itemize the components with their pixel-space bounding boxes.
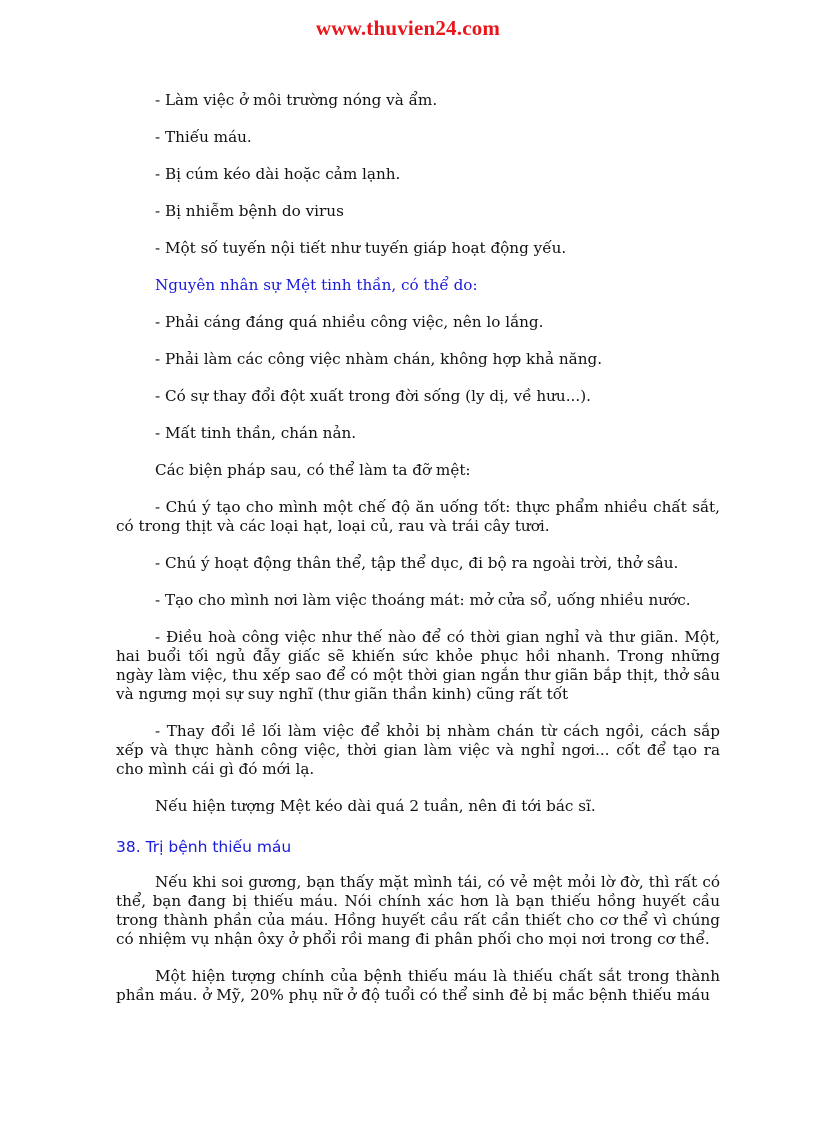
section-heading: 38. Trị bệnh thiếu máu — [116, 838, 292, 856]
paragraph: Một hiện tượng chính của bệnh thiếu máu là thiếu chất sắt trong thành phần máu. ở Mỹ, 20% phụ nữ ở độ tuổi có thể sinh đẻ bị mắc bệnh thiếu máu — [116, 967, 720, 1004]
paragraph: - Bị cúm kéo dài hoặc cảm lạnh. — [155, 165, 401, 183]
paragraph: - Một số tuyến nội tiết như tuyến giáp hoạt động yếu. — [155, 239, 567, 257]
paragraph: - Điều hoà công việc như thế nào để có thời gian nghỉ và thư giãn. Một, hai buổi tối ngủ đẫy giấc sẽ khiến sức khỏe phục hồi nhanh. Trong những ngày làm việc, thu xếp sao để có một thời gian ngắn thư giãn bắp thịt, thở sâu và ngưng mọi sự suy nghĩ (thư giãn thần kinh) cũng rất tốt — [116, 628, 720, 703]
paragraph: - Tạo cho mình nơi làm việc thoáng mát: mở cửa sổ, uống nhiều nước. — [155, 591, 691, 609]
paragraph: - Thiếu máu. — [155, 128, 252, 146]
paragraph: - Chú ý tạo cho mình một chế độ ăn uống tốt: thực phẩm nhiều chất sắt, có trong thịt và các loại hạt, loại củ, rau và trái cây tươi. — [116, 498, 720, 535]
document-body — [116, 91, 720, 1023]
paragraph: - Làm việc ở môi trường nóng và ẩm. — [155, 91, 438, 109]
paragraph: Nếu khi soi gương, bạn thấy mặt mình tái, có vẻ mệt mỏi lờ đờ, thì rất có thể, bạn đang bị thiếu máu. Nói chính xác hơn là bạn thiếu hồng huyết cầu trong thành phần của máu. Hồng huyết cầu rất cần thiết cho cơ thể vì chúng có nhiệm vụ nhận ôxy ở phổi rồi mang đi phân phối cho mọi nơi trong cơ thể. — [116, 873, 720, 948]
paragraph: Nếu hiện tượng Mệt kéo dài quá 2 tuần, nên đi tới bác sĩ. — [155, 797, 596, 815]
paragraph: - Có sự thay đổi đột xuất trong đời sống (ly dị, về hưu...). — [155, 387, 591, 405]
paragraph: - Phải làm các công việc nhàm chán, không hợp khả năng. — [155, 350, 603, 368]
paragraph: - Bị nhiễm bệnh do virus — [155, 202, 344, 220]
site-link[interactable]: www.thuvien24.com — [315, 16, 501, 40]
paragraph: - Chú ý hoạt động thân thể, tập thể dục, đi bộ ra ngoài trời, thở sâu. — [155, 554, 679, 572]
paragraph: - Thay đổi lề lối làm việc để khỏi bị nhàm chán từ cách ngồi, cách sắp xếp và thực hành công việc, thời gian làm việc và nghỉ ngơi... cốt để tạo ra cho mình cái gì đó mới lạ. — [116, 722, 720, 778]
paragraph: - Mất tinh thần, chán nản. — [155, 424, 357, 442]
subheading-mental-fatigue: Nguyên nhân sự Mệt tinh thần, có thể do: — [155, 276, 478, 294]
paragraph: - Phải cáng đáng quá nhiều công việc, nên lo lắng. — [155, 313, 544, 331]
paragraph: Các biện pháp sau, có thể làm ta đỡ mệt: — [155, 461, 471, 479]
